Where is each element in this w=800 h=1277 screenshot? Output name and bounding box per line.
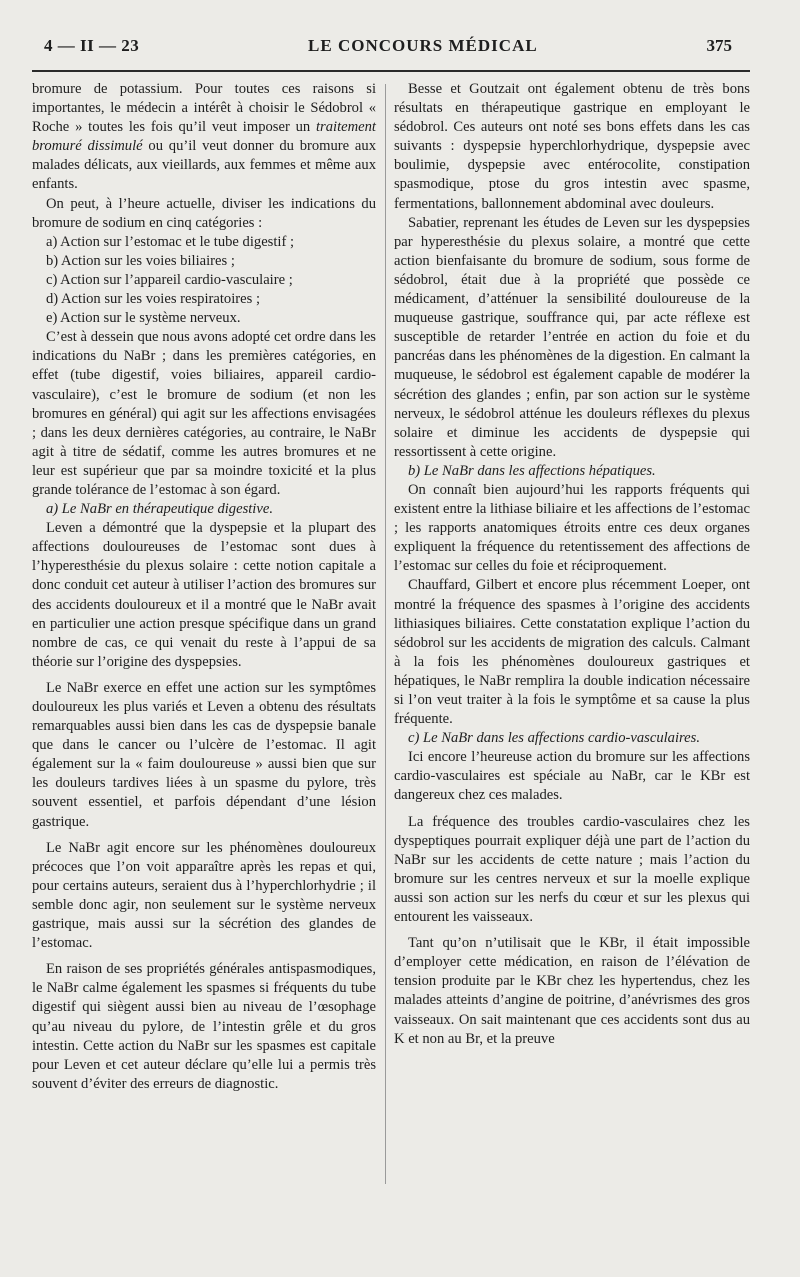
emphasis-text: traitement bromuré dissimulé	[32, 119, 376, 155]
paragraph: Chauffard, Gilbert et encore plus récemment Loeper, ont montré la fréquence des spasmes à l’origine des accidents lithiasiques biliaires. Cette constatation explique l’action du sédobrol sur les accidents de migration des calculs. Calmant à la fois les phénomènes douloureux gastriques et hépatiques, le NaBr remplira la double indication nécessaire si l’on veut traiter à la fois le symptôme et sa cause la plus fréquente.	[394, 577, 750, 728]
paragraph: Sabatier, reprenant les études de Leven sur les dyspepsies par hyperesthésie du plexus solaire, a montré que cette action bienfaisante du bromure de sodium, sous forme de sédobrol, était due à la propriété que possède ce médicament, d’atténuer la sensibilité douloureuse de la muqueuse gastrique, souffrance qui, par acte réflexe est susceptible de retarder l’entrée en action du foie et du pancréas dans les phénomènes de la digestion. En calmant la muqueuse, le sédobrol est également capable de modérer la sécrétion des glandes ; enfin, par son action sur le système nerveux, le sédobrol atténue les douleurs réflexes du plexus solaire et diminue les accidents de dyspepsie qui ressortissent à cette origine.	[394, 214, 750, 460]
running-header	[44, 36, 732, 66]
section-subheading	[394, 462, 750, 481]
paragraph: Le NaBr exerce en effet une action sur les symptômes douloureux les plus variés et Leven a obtenu des résultats remarquables aussi bien dans les cas de dyspepsie banale que dans le cancer ou l’ulcère de l’estomac. Il agit également sur la « faim douloureuse » aussi bien que sur les douleurs tardives liées à un spasme du pylore, très souvent essentiel, et parfois dépendant d’une lésion gastrique.	[32, 679, 376, 830]
header-rule	[32, 70, 750, 72]
list-item: d) Action sur les voies respiratoires ;	[46, 291, 260, 308]
paragraph: C’est à dessein que nous avons adopté cet ordre dans les indications du NaBr ; dans les premières catégories, en effet (tube digestif, voies biliaires, appareil cardio-vasculaire), c’est le bromure de sodium (et non les bromures en général) qui agit sur les affections envisagées ; dans les deux dernières catégories, au contraire, le NaBr agit à titre de sédatif, comme les autres bromures et ne leur est supérieur que par sa moindre toxicité et la plus grande tolérance de l’estomac à son égard.	[32, 329, 376, 498]
column-divider	[385, 84, 386, 1184]
right-column	[394, 80, 750, 1049]
subheading-text: c) Le NaBr dans les affections cardio-vasculaires.	[408, 730, 700, 747]
text-run: bromure de potassium. Pour toutes ces raisons si importantes, le médecin a intérêt à choisir le Sédobrol « Roche » toutes les fois qu’il veut imposer un	[32, 81, 376, 136]
subheading-text: b) Le NaBr dans les affections hépatiques.	[408, 462, 656, 479]
list-item: b) Action sur les voies biliaires ;	[46, 252, 235, 269]
text-run: ou qu’il veut donner du bromure aux malades délicats, aux vieillards, aux femmes et même aux enfants.	[32, 138, 376, 193]
list-item: c) Action sur l’appareil cardio-vasculaire ;	[46, 271, 293, 288]
journal-title: LE CONCOURS MÉDICAL	[308, 36, 538, 55]
list-item: a) Action sur l’estomac et le tube digestif ;	[46, 233, 295, 250]
issue-reference: 4 — II — 23	[44, 36, 140, 55]
paragraph: Ici encore l’heureuse action du bromure sur les affections cardio-vasculaires est spéciale au NaBr, car le KBr est dangereux chez ces malades.	[394, 749, 750, 804]
paragraph: Besse et Goutzait ont également obtenu de très bons résultats en thérapeutique gastrique en employant le sédobrol. Ces auteurs ont noté ses bons effets dans les cas suivants : dyspepsie hyperchlorhydrique, dyspepsie avec boulimie, dyspepsie avec entérocolite, constipation spasmodique, ptose du gros intestin avec spasme, fermentations, ballonnement abdominal avec douleurs.	[394, 81, 750, 212]
left-column	[32, 80, 376, 1094]
paragraph	[32, 80, 376, 195]
subheading-text: a) Le NaBr en thérapeutique digestive.	[46, 501, 273, 518]
section-subheading	[32, 500, 376, 519]
paragraph: En raison de ses propriétés générales antispasmodiques, le NaBr calme également les spasmes si fréquents du tube digestif qui siègent aussi bien au niveau de l’œsophage qu’au niveau du pylore, de l’intestin grêle et du gros intestin. Cette action du NaBr sur les spasmes est capitale pour Leven et cet auteur déclare qu’elle lui a permis très souvent d’éviter des erreurs de diagnostic.	[32, 961, 376, 1092]
paragraph: On connaît bien aujourd’hui les rapports fréquents qui existent entre la lithiase biliaire et les affections de l’estomac ; les rapports anatomiques étroits entre ces deux organes expliquent la fréquence du retentissement des affections de l’estomac sur celles du foie et réciproquement.	[394, 481, 750, 575]
paragraph: La fréquence des troubles cardio-vasculaires chez les dyspeptiques pourrait expliquer déjà une part de l’action du NaBr sur les accidents de cette nature ; mais l’action du bromure sur les centres nerveux et sur la moelle explique aussi son action sur les nerfs du cœur et sur les plexus qui entourent les vaisseaux.	[394, 813, 750, 926]
list-item: e) Action sur le système nerveux.	[46, 310, 241, 327]
paragraph: Tant qu’on n’utilisait que le KBr, il était impossible d’employer cette médication, en raison de l’élévation de tension produite par le KBr chez les hypertendus, chez les malades atteints d’angine de poitrine, d’anévrismes des gros vaisseaux. On sait maintenant que ces accidents sont dus au K et non au Br, et la preuve	[394, 935, 750, 1047]
paragraph: On peut, à l’heure actuelle, diviser les indications du bromure de sodium en cinq catégories :	[32, 195, 376, 231]
section-subheading	[394, 729, 750, 748]
page-number: 375	[706, 36, 732, 55]
paragraph: Leven a démontré que la dyspepsie et la plupart des affections douloureuses de l’estomac sont dues à l’hyperesthésie du plexus solaire : cette notion capitale a donc conduit cet auteur à utiliser l’action des bromures sur des accidents douloureux et il a montré que le NaBr avait en particulier une action presque spécifique dans un grand nombre de cas, ce qui venait du reste à l’appui de sa théorie sur l’origine des dyspepsies.	[32, 520, 376, 670]
paragraph: Le NaBr agit encore sur les phénomènes douloureux précoces que l’on voit apparaître après les repas et qui, pour certains auteurs, seraient dus à l’hyperchlorhydrie ; il semble donc agir, non seulement sur le système nerveux gastrique, mais aussi sur la sécrétion des glandes de l’estomac.	[32, 839, 376, 952]
